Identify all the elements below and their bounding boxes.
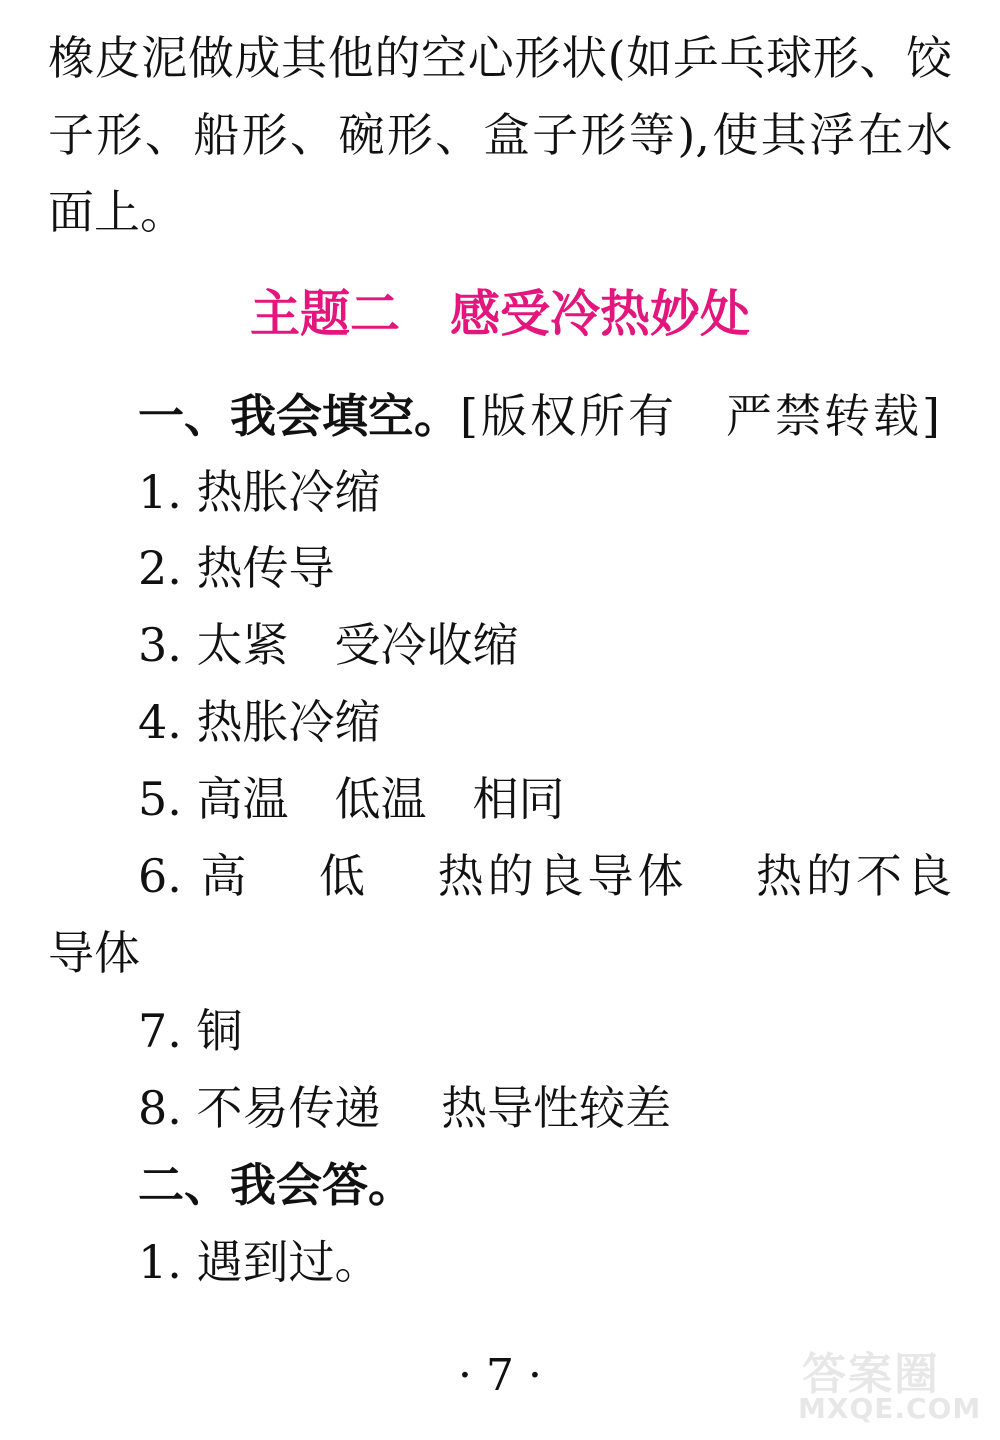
- answer-item-6-continued: 导体: [48, 926, 140, 980]
- answer-item-3: 3. 太紧 受冷收缩: [138, 618, 519, 672]
- answer-item-1: 1. 热胀冷缩: [138, 465, 381, 519]
- site-watermark: [792, 1334, 992, 1434]
- answer-item-6: 6. 高 低 热的良导体 热的不良: [138, 849, 952, 903]
- answer-item-8: 8. 不易传递 热导性较差: [138, 1081, 672, 1135]
- watermark-logo-text: 答案圈: [802, 1349, 940, 1400]
- answer2-item-1: 1. 遇到过。: [138, 1235, 381, 1289]
- page-number: · 7 ·: [458, 1350, 542, 1401]
- watermark-url: MXQE.COM: [798, 1392, 982, 1425]
- answer-item-4: 4. 热胀冷缩: [138, 695, 381, 749]
- section-title: 主题二 感受冷热妙处: [250, 285, 750, 343]
- part1-heading-line: [138, 388, 943, 444]
- answer-item-5: 5. 高温 低温 相同: [138, 772, 565, 826]
- answer-item-2: 2. 热传导: [138, 541, 335, 595]
- answer-item-7: 7. 铜: [138, 1004, 243, 1058]
- intro-line-3: 面上。: [48, 185, 186, 239]
- copyright-note: [版权所有 严禁转载]: [460, 389, 943, 443]
- intro-line-1: 橡皮泥做成其他的空心形状(如乒乓球形、饺: [48, 31, 952, 85]
- part1-heading: 一、我会填空。: [138, 389, 460, 443]
- intro-line-2: 子形、船形、碗形、盒子形等),使其浮在水: [48, 108, 952, 162]
- part2-heading: 二、我会答。: [138, 1158, 414, 1212]
